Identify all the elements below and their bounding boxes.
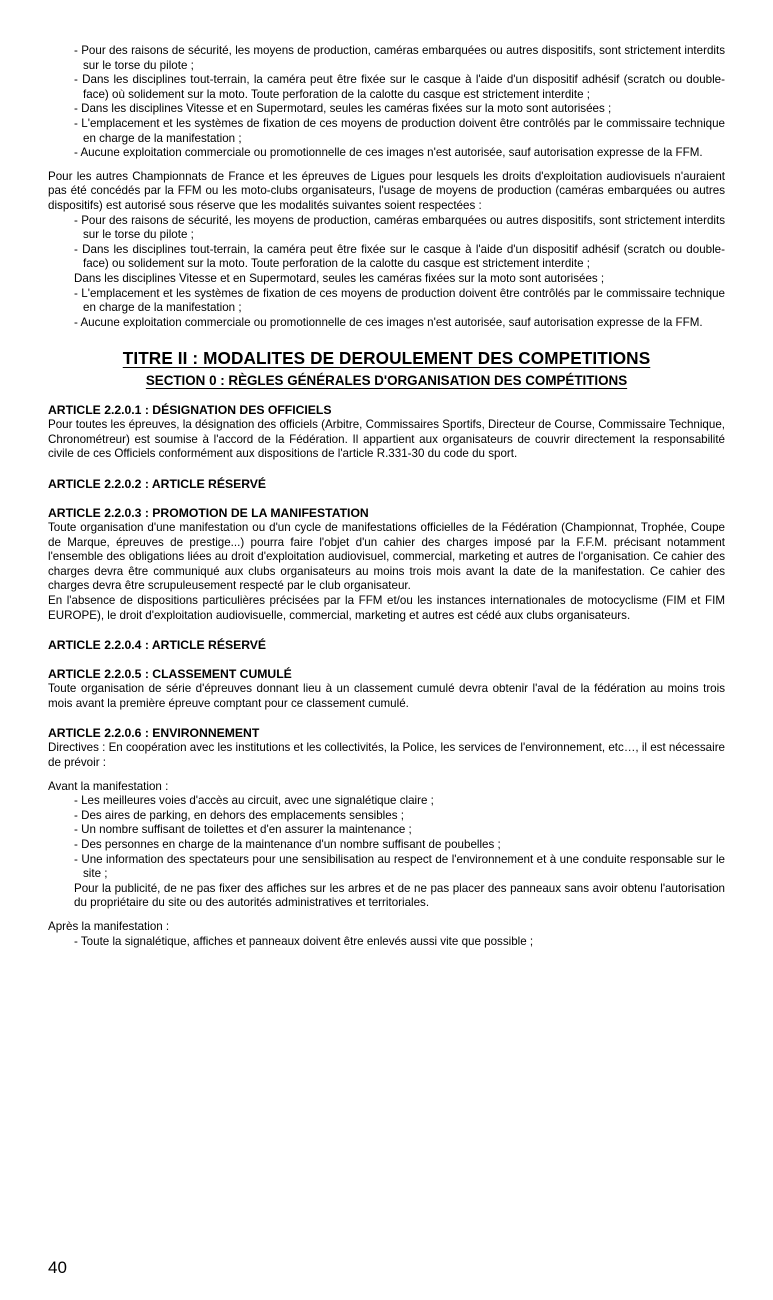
article-body-2-2-0-5: Toute organisation de série d'épreuves donnant lieu à un classement cumulé devra obtenir l'aval de la fédération au moins trois mois avant la première épreuve comptant pour ce classement cumulé. <box>48 682 725 710</box>
article-heading-2-2-0-3: ARTICLE 2.2.0.3 : PROMOTION DE LA MANIFESTATION <box>48 506 369 521</box>
article-heading-2-2-0-2: ARTICLE 2.2.0.2 : ARTICLE RÉSERVÉ <box>48 477 267 492</box>
before-event-list <box>74 794 725 911</box>
article-body-2-2-0-6: Directives : En coopération avec les institutions et les collectivités, la Police, les services de l'environnement, etc…, il est nécessaire de prévoir : <box>48 741 725 769</box>
article-body-2-2-0-3-continued: En l'absence de dispositions particulières précisées par la FFM et/ou les instances internationales de motocyclisme (FIM et FIM EUROPE), le droit d'exploitation audiovisuelle, commercial, marketing et autres est cédé aux clubs organisateurs. <box>48 594 725 622</box>
before-event-note: Pour la publicité, de ne pas fixer des affiches sur les arbres et de ne pas placer des panneaux sans avoir obtenu l'autorisation du propriétaire du site ou des autorités administratives et territoriales. <box>74 881 725 910</box>
list-item: - Des aires de parking, en dehors des emplacements sensibles ; <box>74 808 404 822</box>
list-item: - Une information des spectateurs pour une sensibilisation au respect de l'environnement et à une conduite responsable sur le site ; <box>74 852 725 881</box>
section-heading: SECTION 0 : RÈGLES GÉNÉRALES D'ORGANISATION DES COMPÉTITIONS <box>145 373 628 389</box>
article-heading-2-2-0-4: ARTICLE 2.2.0.4 : ARTICLE RÉSERVÉ <box>48 638 267 653</box>
list-item: Dans les disciplines Vitesse et en Supermotard, seules les caméras fixées sur la moto sont autorisées ; <box>74 271 605 285</box>
top-bullet-list <box>74 44 725 161</box>
article-body-2-2-0-3: Toute organisation d'une manifestation ou d'un cycle de manifestations officielles de la Fédération (Championnat, Trophée, Coupe de Marque, épreuves de prestige...) pourra faire l'objet d'un cahier des charges imposé par la F.F.M. précisant notamment l'ensemble des obligations liées au droit d'exploitation audiovisuel, commercial, marketing et autres de l'organisation. Ce cahier des charges devra être communiqué aux clubs organisateurs au moins trois mois avant la date de la manifestation. Ce cahier des charges devra être scrupuleusement respecté par le club organisateur. <box>48 521 725 593</box>
list-item: - Toute la signalétique, affiches et panneaux doivent être enlevés aussi vite que possible ; <box>74 934 534 948</box>
after-event-label: Après la manifestation : <box>48 919 170 933</box>
list-item: - Un nombre suffisant de toilettes et d'en assurer la maintenance ; <box>74 823 412 837</box>
list-item: - Dans les disciplines tout-terrain, la caméra peut être fixée sur le casque à l'aide d'un dispositif adhésif (scratch ou double-face) ou solidement sur la moto. Toute perforation de la calotte du casque est strictement interdite ; <box>74 242 725 271</box>
before-event-label: Avant la manifestation : <box>48 779 169 793</box>
after-event-list <box>74 935 725 950</box>
article-body-2-2-0-1: Pour toutes les épreuves, la désignation des officiels (Arbitre, Commissaires Sportifs, Directeur de Course, Commissaire Technique, Chronométreur) est soumise à l'accord de la Fédération. Il appartient aux organisateurs de couvrir directement la responsabilité civile de ces Officiels conformément aux dispositions de l'article R.331-30 du code du sport. <box>48 418 725 461</box>
list-item: - Les meilleures voies d'accès au circuit, avec une signalétique claire ; <box>74 794 434 808</box>
list-item: - L'emplacement et les systèmes de fixation de ces moyens de production doivent être contrôlés par le commissaire technique en charge de la manifestation ; <box>74 286 725 315</box>
list-item: - Dans les disciplines Vitesse et en Supermotard, seules les caméras fixées sur la moto sont autorisées ; <box>74 102 612 116</box>
list-item: - L'emplacement et les systèmes de fixation de ces moyens de production doivent être contrôlés par le commissaire technique en charge de la manifestation ; <box>74 116 725 145</box>
list-item: - Pour des raisons de sécurité, les moyens de production, caméras embarquées ou autres dispositifs, sont strictement interdits sur le torse du pilote ; <box>74 213 725 242</box>
second-bullet-list <box>74 214 725 331</box>
page-number: 40 <box>48 1258 67 1277</box>
article-heading-2-2-0-6: ARTICLE 2.2.0.6 : ENVIRONNEMENT <box>48 726 260 741</box>
list-item: - Des personnes en charge de la maintenance d'un nombre suffisant de poubelles ; <box>74 837 501 851</box>
list-item: - Aucune exploitation commerciale ou promotionnelle de ces images n'est autorisée, sauf autorisation expresse de la FFM. <box>74 146 703 160</box>
list-item: - Pour des raisons de sécurité, les moyens de production, caméras embarquées ou autres dispositifs, sont strictement interdits sur le torse du pilote ; <box>74 44 725 72</box>
list-item: - Dans les disciplines tout-terrain, la caméra peut être fixée sur le casque à l'aide d'un dispositif adhésif (scratch ou double-face) où solidement sur la moto. Toute perforation de la calotte du casque est strictement interdite ; <box>74 73 725 101</box>
article-heading-2-2-0-1: ARTICLE 2.2.0.1 : DÉSIGNATION DES OFFICIELS <box>48 403 332 418</box>
list-item: - Aucune exploitation commerciale ou promotionnelle de ces images n'est autorisée, sauf autorisation expresse de la FFM. <box>74 315 703 329</box>
page-title: TITRE II : MODALITES DE DEROULEMENT DES COMPETITIONS <box>122 348 651 369</box>
paragraph-other-championships: Pour les autres Championnats de France et les épreuves de Ligues pour lesquels les droits d'exploitation audiovisuels n'auraient pas été concédés par la FFM ou les moto-clubs organisateurs, l'usage de moyens de production (caméras embarquées ou autres dispositifs) est autorisé sous réserve que les modalités suivantes soient respectées : <box>48 169 725 212</box>
article-heading-2-2-0-5: ARTICLE 2.2.0.5 : CLASSEMENT CUMULÉ <box>48 667 292 682</box>
